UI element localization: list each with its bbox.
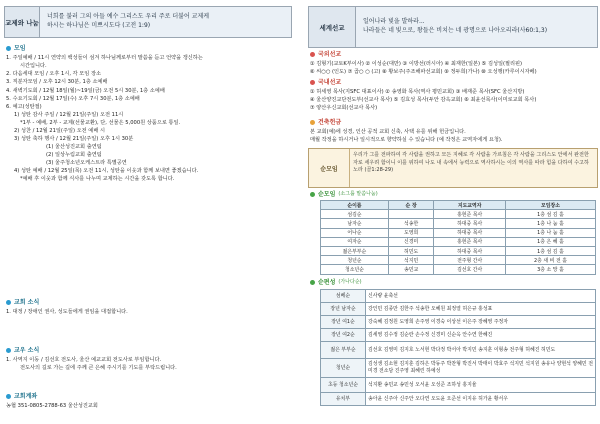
duty-role-cell: 청년순: [321, 359, 366, 378]
table-header: 지도교역자: [434, 201, 506, 210]
bullet-icon: [310, 80, 315, 85]
meeting-line: (1) 울산성진교회 출연팀: [46, 143, 102, 150]
domestic-mission-line: ① 허세영 목사(지SFC 대표이사) ② 송영화 목사(역사 평민교회) ③ 배재준 목사(SFC 울산지방): [310, 89, 525, 96]
world-mission-verse: [363, 7, 593, 47]
meeting-line: 4) 성탄 예배 / 12월 25일(목) 오전 11시, 성탄을 이웃과 함께 보내면 좋겠습니다.: [14, 168, 199, 175]
domestic-mission-title: [310, 78, 598, 87]
table-cell: 전주형 간사: [434, 256, 506, 265]
building-fund-title: [310, 118, 598, 127]
table-cell: 홍현준 목사: [434, 210, 506, 219]
member-news-title-text: 교우 소식: [14, 347, 40, 354]
duty-members-cell: 송아윤 신주아 신주안 오다연 오도윤 오준선 이지유 허가윤 황서우: [366, 393, 596, 406]
fellowship-verse: [47, 7, 287, 37]
church-news-line: 1. 대정 / 장애인 권사, 성도들에게 권임을 대접합니다.: [6, 309, 128, 316]
building-fund-line: 본 교회(예)에 성경, 인산 공적 교회 신축, 사택 유를 위해 헌금입니다.: [310, 129, 466, 136]
table-cell: 청년순: [321, 256, 389, 265]
member-news-section: [6, 346, 290, 372]
fellowship-verse-line: 하시는 하나님은 미쁘시도다 (고전 1:9): [47, 22, 151, 29]
duty-members-cell: 김세영 김수정 김순란 손수정 신경미 신순옥 안수연 한혜진: [366, 329, 596, 342]
member-news-line: 1. 사역지 이동 / 김선호 전도사, 울산 예교교회 전도사로 부임합니다.: [6, 357, 162, 364]
table-cell: [388, 210, 434, 219]
church-news-title-text: 교회 소식: [14, 299, 40, 306]
table-cell: 1층 은 혜 홀: [505, 237, 595, 246]
table-row: [321, 219, 596, 228]
domestic-mission-line: ⑦ 양산우신교회(선교사 목사): [310, 105, 378, 112]
meeting-title-text: 모임: [14, 45, 26, 52]
member-news-title: [6, 346, 290, 355]
meeting-line: 5. 수요기도회 / 12월 17일(수) 오후 7시 30분, 1층 소예배: [6, 95, 140, 102]
church-news-title: [6, 298, 290, 307]
meeting-line: (2) 일상누림교회 출연팀: [46, 152, 102, 159]
duty-section: [310, 278, 598, 288]
building-fund-section: [310, 118, 598, 144]
table-cell: 하대중 목사: [434, 246, 506, 255]
account-title: [6, 392, 290, 401]
table-header: 순 장: [388, 201, 434, 210]
duty-table: [320, 289, 596, 406]
meeting-line: 4. 새벽기도회 / 12월 18일(월)~19일(금) 오전 5시 30분, 1층 소예배: [6, 87, 165, 94]
duty-members-cell: 신사량 윤축선: [366, 290, 596, 303]
table-cell: 석송한: [388, 219, 434, 228]
group-verse-label: 순모임: [309, 149, 350, 187]
duty-role-cell: 초등 청소년순: [321, 378, 366, 393]
domestic-mission-section: [310, 78, 598, 112]
small-group-title: [310, 190, 598, 199]
table-cell: 김선호 간사: [434, 265, 506, 274]
table-header: 모임장소: [505, 201, 595, 210]
duty-members-cell: 석지환 송민교 송민성 오서윤 오성준 조하성 홍지율: [366, 378, 596, 393]
table-cell: 송민교: [388, 265, 434, 274]
duty-members-cell: 김선호 김영미 김지호 노서현 박다정 박서아 박지민 송지훈 이형송 전주형 허혜진 허민도: [366, 342, 596, 359]
table-row: [321, 303, 596, 316]
small-group-subtitle: (소그룹 말씀나눔): [338, 190, 378, 197]
table-header: 순이름: [321, 201, 389, 210]
fellowship-header: [4, 6, 292, 38]
foreign-mission-section: [310, 50, 598, 76]
table-cell: 1층 나 눔 홀: [505, 228, 595, 237]
duty-members-cell: 강인민 김종만 김한주 석송한 오혜원 최정열 허은규 홍성표: [366, 303, 596, 316]
table-cell: 신경미: [388, 237, 434, 246]
table-row: [321, 256, 596, 265]
group-verse-text: 우리가 그를 전파하여 각 사람을 권하고 모든 지혜로 각 사람을 가르침은 각 사람을 그리스도 안에서 완전한 자로 세우려 함이니 이를 위하여 나도 내 속에서 능력으로 역사하시는 이의 역사를 따라 힘을 다하여 수고하노라 (골1:28-29): [353, 152, 589, 174]
table-row: [321, 246, 596, 255]
left-column: [0, 0, 294, 424]
table-row: [321, 316, 596, 329]
duty-role-cell: 젊은 부부순: [321, 342, 366, 359]
building-fund-title-text: 건축헌금: [318, 119, 342, 126]
meeting-section: [6, 44, 290, 183]
bullet-icon: [6, 348, 11, 353]
meeting-line: 시간입니다.: [20, 63, 47, 70]
small-group-title-text: 순모임: [318, 191, 336, 198]
fellowship-label: 교제와 나눔: [5, 7, 40, 37]
meeting-line: *1부 - 예배, 2부 - 교제(선물교환), 단, 선물은 5,000원 상품으로 통일.: [20, 119, 181, 126]
table-row: [321, 393, 596, 406]
duty-role-cell: 섬베순: [321, 290, 366, 303]
duty-members-cell: 강숙혜 김정원 도영희 손주영 이경숙 이상선 이은주 장혜영 주정자: [366, 316, 596, 329]
meeting-line: 3. 직분자모임 / 오후 12시 30분, 1층 소예배: [6, 79, 108, 86]
right-column: [306, 0, 600, 424]
foreign-mission-title: [310, 50, 598, 59]
duty-subtitle: (가나다순): [338, 278, 362, 285]
table-cell: 젊은부부순: [321, 246, 389, 255]
small-group-body: [321, 210, 596, 274]
table-cell: 1층 섬 김 홀: [505, 246, 595, 255]
group-verse-box: [308, 148, 598, 188]
account-title-text: 교회계좌: [14, 393, 38, 400]
duty-role-cell: 유치부: [321, 393, 366, 406]
table-row: [321, 342, 596, 359]
bullet-icon: [310, 52, 315, 57]
duty-title: [310, 278, 598, 287]
fellowship-verse-line: 너희를 불러 그의 아들 예수 그리스도 우리 주로 더불어 교제케: [47, 13, 210, 21]
bullet-icon: [310, 280, 315, 285]
building-fund-line: 매월 작정을 하시거나 일시적으로 향약하실 수 있습니다 (예 작정은 교역자에게 요청).: [310, 137, 503, 144]
table-cell: 3층 소 망 홀: [505, 265, 595, 274]
table-row: [321, 228, 596, 237]
domestic-mission-line: ④ 울산양진교단전도부(선교사 목사) ⑤ 김효성 목사(두안 감옥교회) ⑥ 최윤선목사(이미로교회 목사): [310, 97, 537, 104]
table-cell: 하대중 목사: [434, 219, 506, 228]
table-cell: 섬김순: [321, 210, 389, 219]
member-news-line: 전도사의 길로 가는 길에 주께 큰 은혜 주시기를 기도를 부탁드립니다.: [20, 365, 177, 372]
table-cell: 2층 새 비 전 홀: [505, 256, 595, 265]
table-cell: 어나순: [321, 228, 389, 237]
duty-title-text: 순편성: [318, 279, 336, 286]
table-row: [321, 265, 596, 274]
foreign-mission-title-text: 국외선교: [318, 51, 342, 58]
foreign-mission-line: ① 김형기(교토K부이사) ② 이성순(대만) ③ 이방선(러시아) ④ 최재한(일본) ⑤ 김성일(필리핀): [310, 61, 523, 68]
bullet-icon: [310, 120, 315, 125]
table-cell: 1층 섬 김 홀: [505, 210, 595, 219]
world-mission-verse-line: 나라들은 네 빛으로, 왕들은 비치는 네 광명으로 나아오리라(사60:1,3): [363, 27, 548, 34]
meeting-title: [6, 44, 290, 53]
table-cell: 허민도: [388, 246, 434, 255]
duty-role-cell: 장년 여1순: [321, 316, 366, 329]
table-row: [321, 290, 596, 303]
table-cell: 청소년순: [321, 265, 389, 274]
meeting-line: 1) 성탄 감사 주일 / 12월 21일(주일) 오전 11시: [14, 111, 124, 118]
bullet-icon: [6, 46, 11, 51]
small-group-section: [310, 190, 598, 200]
meeting-line: 1. 주일예배 / 11시 연약의 백성들이 섬겨 하나님께로부터 말씀을 듣고 언약을 갱신하는: [6, 55, 203, 62]
duty-role-cell: 장년 남자순: [321, 303, 366, 316]
duty-members-cell: 김성생 김소현 김지훈 김하은 박동주 박찬형 박진서 박태이 박효주 석지민 석지원 송유나 양현석 양혜민 전미경 전소담 진주영 최혜린 하예성: [366, 359, 596, 378]
bullet-icon: [310, 192, 315, 197]
duty-role-cell: 장년 여2순: [321, 329, 366, 342]
meeting-line: 2) 성찬 / 12월 21일(주일) 오전 예배 시: [14, 127, 105, 134]
world-mission-label: 세계선교: [309, 7, 356, 47]
account-section: [6, 392, 290, 410]
foreign-mission-line: ⑥ 씨○○ (인도) ⑦ 곱○ ○ (고) ⑧ 황보주(주조해파선교회) ⑨ 정두희(가나) ⑩ 오성행(카루이시자베): [310, 69, 537, 76]
world-mission-verse-line: 일어나라 빛을 발하라...: [363, 18, 425, 26]
table-cell: 도영희: [388, 228, 434, 237]
church-news-section: [6, 298, 290, 316]
world-mission-header: [308, 6, 598, 48]
meeting-line: 3) 성탄 축하 행사 / 12월 21일(주일) 오후 1시 30분: [14, 135, 134, 142]
table-row: [321, 329, 596, 342]
table-cell: 홍현준 목사: [434, 237, 506, 246]
table-cell: 석지민: [388, 256, 434, 265]
table-header-row: [321, 201, 596, 210]
table-row: [321, 210, 596, 219]
table-row: [321, 237, 596, 246]
table-cell: 1층 나 눔 홀: [505, 219, 595, 228]
table-row: [321, 378, 596, 393]
domestic-mission-title-text: 국내선교: [318, 79, 342, 86]
meeting-line: *예배 후 이웃과 함께 식사를 나누며 교제하는 시간을 갖도록 합니다.: [20, 176, 175, 183]
table-cell: 여자순: [321, 237, 389, 246]
meeting-line: 6. 예고(성탄절): [6, 103, 42, 110]
table-cell: 하대중 목사: [434, 228, 506, 237]
table-cell: 남자순: [321, 219, 389, 228]
account-line: 농협 351-0805-2788-63 울산성진교회: [6, 403, 98, 410]
bullet-icon: [6, 394, 11, 399]
bullet-icon: [6, 300, 11, 305]
table-row: [321, 359, 596, 378]
duty-body: [321, 290, 596, 406]
small-group-table: [320, 200, 596, 275]
meeting-line: 2. 다음세대 모임 / 오후 1시, 각 모임 장소: [6, 71, 101, 78]
meeting-line: (3) 울주청소년오케스트라 특별공연: [46, 160, 127, 167]
